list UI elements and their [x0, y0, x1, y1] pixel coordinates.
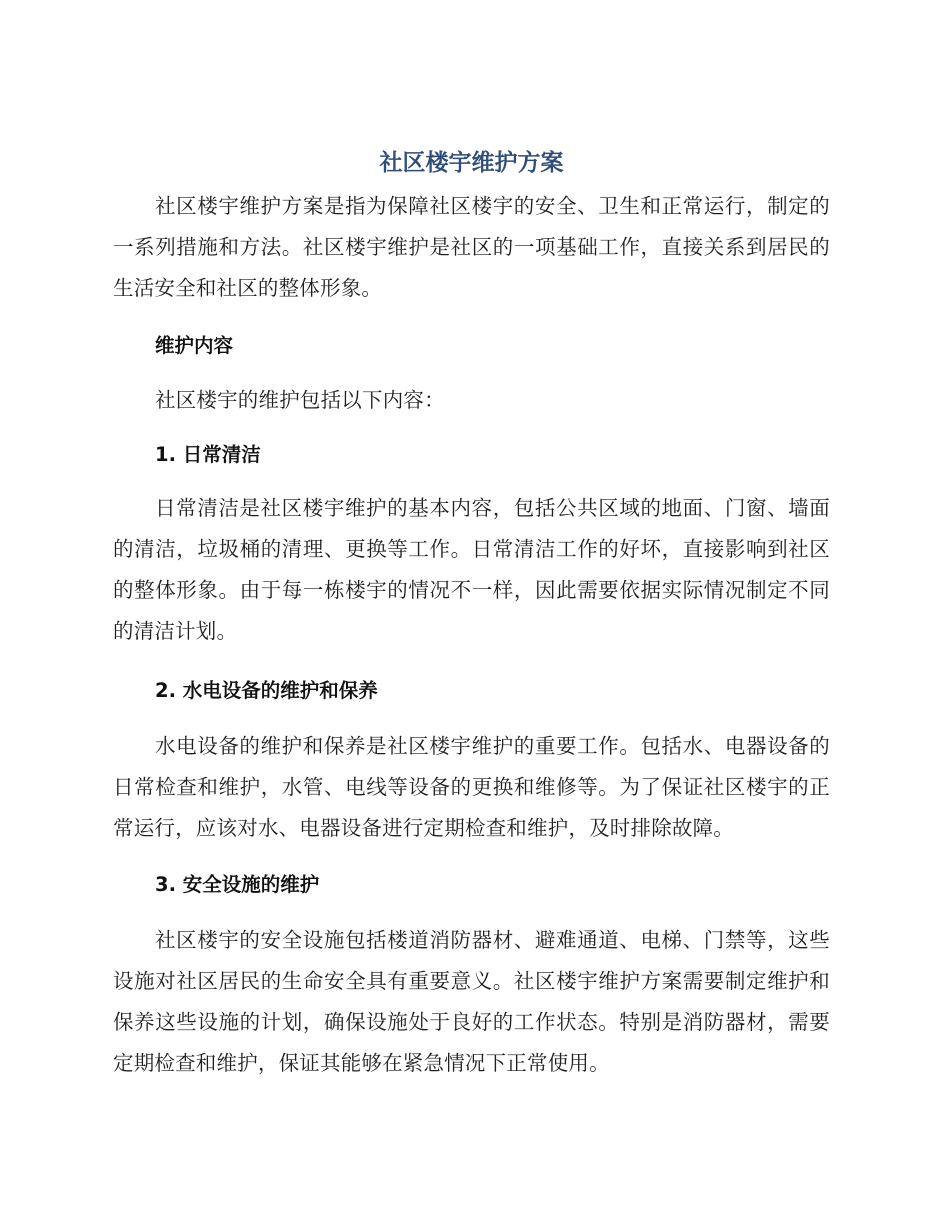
document-title: 社区楼宇维护方案 — [379, 150, 564, 176]
item-body-cleaning: 日常清洁是社区楼宇维护的基本内容，包括公共区域的地面、门窗、墙面的清洁，垃圾桶的清理、更换等工作。日常清洁工作的好坏，直接影响到社区的整体形象。由于每一栋楼宇的情况不一样，因此需要依据实际情况制定不同的清洁计划。 — [113, 496, 830, 643]
section-heading: 维护内容 — [155, 334, 234, 357]
section-lead-paragraph: 社区楼宇的维护包括以下内容： — [155, 388, 445, 412]
intro-paragraph: 社区楼宇维护方案是指为保障社区楼宇的安全、卫生和正常运行，制定的一系列措施和方法。社区楼宇维护是社区的一项基础工作，直接关系到居民的生活安全和社区的整体形象。 — [113, 194, 830, 300]
item-heading-cleaning: 1. 日常清洁 — [155, 443, 261, 466]
item-heading-utilities: 2. 水电设备的维护和保养 — [155, 679, 378, 702]
item-body-safety: 社区楼宇的安全设施包括楼道消防器材、避难通道、电梯、门禁等，这些设施对社区居民的生命安全具有重要意义。社区楼宇维护方案需要制定维护和保养这些设施的计划，确保设施处于良好的工作状态。特别是消防器材，需要定期检查和维护，保证其能够在紧急情况下正常使用。 — [113, 928, 830, 1075]
item-body-utilities: 水电设备的维护和保养是社区楼宇维护的重要工作。包括水、电器设备的日常检查和维护，水管、电线等设备的更换和维修等。为了保证社区楼宇的正常运行，应该对水、电器设备进行定期检查和维护，及时排除故障。 — [113, 734, 830, 840]
item-heading-safety: 3. 安全设施的维护 — [155, 873, 320, 896]
